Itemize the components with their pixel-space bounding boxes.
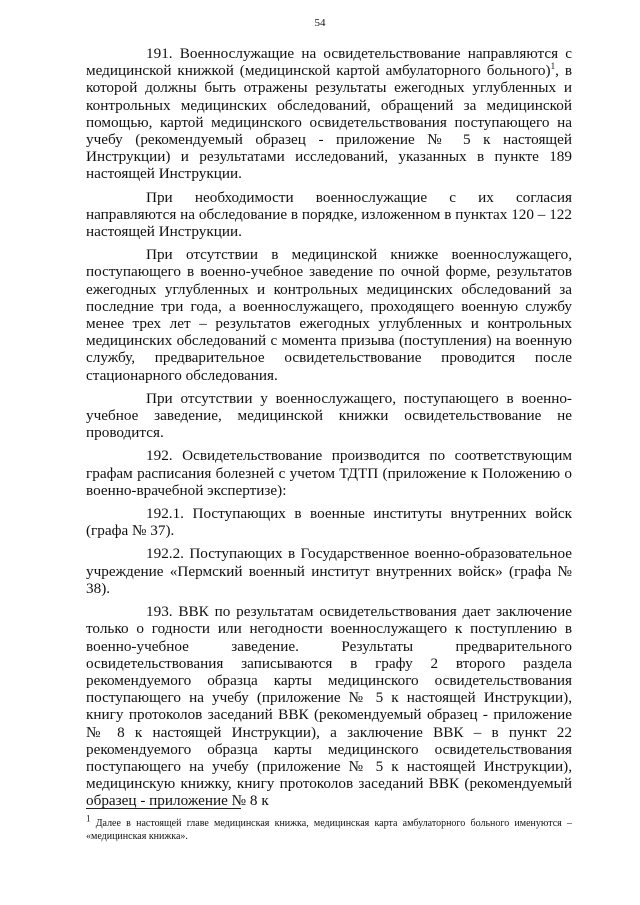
paragraph-examination-referral: При необходимости военнослужащие с их согласия направляются на обследование в порядке, изложенном в пунктах 120 – 122 настоящей Инструкции.	[86, 188, 572, 241]
paragraph-missing-results: При отсутствии в медицинской книжке военнослужащего, поступающего в военно-учебное заведение по очной форме, результатов ежегодных углубленных и контрольных медицинских обследований за последние три года, а военнослужащего, проходящего военную службу менее трех лет – результатов ежегодных углубленных и контрольных медицинских обследований с момента призыва (поступления) на военную службу, предварительное освидетельствование проводится после стационарного обследования.	[86, 246, 572, 384]
paragraph-192-2: 192.2. Поступающих в Государственное военно-образовательное учреждение «Пермский военный институт внутренних войск» (графа № 38).	[86, 545, 572, 597]
paragraph-191-start: 191. Военнослужащие на освидетельствование направляются с медицинской книжкой (медицинской картой амбулаторного больного)	[86, 45, 572, 80]
footnote-text: Далее в настоящей главе медицинская книжка, медицинская карта амбулаторного больного именуются – «медицинская книжка».	[86, 818, 572, 842]
footnote-reference: 1	[550, 61, 556, 72]
footnote-marker: 1	[86, 813, 91, 824]
paragraph-191-end: , в которой должны быть отражены результаты ежегодных углубленных и контрольных медицинских обследований, обращений за медицинской помощью, картой медицинского освидетельствования поступающего на учебу (рекомендуемый образец - приложение № 5 к настоящей Инструкции) и результатами исследований, указанных в пункте 189 настоящей Инструкции.	[86, 62, 572, 183]
page-number: 54	[314, 17, 326, 29]
paragraph-no-medical-book: При отсутствии у военнослужащего, поступающего в военно-учебное заведение, медицинской книжки освидетельствование не проводится.	[86, 389, 572, 442]
body-text	[86, 45, 572, 813]
paragraph-193: 193. ВВК по результатам освидетельствования дает заключение только о годности или негодности военнослужащего к поступлению в военно-учебное заведение. Результаты предварительного освидетельствования записываются в графу 2 второго раздела рекомендуемого образца карты медицинского освидетельствования поступающего на учебу (приложение № 5 к настоящей Инструкции), книгу протоколов заседаний ВВК (рекомендуемый образец - приложение № 8 к настоящей Инструкции), а заключение ВВК – в пункт 22 рекомендуемого образца карты медицинского освидетельствования поступающего на учебу (приложение № 5 к настоящей Инструкции), медицинскую книжку, книгу протоколов заседаний ВВК (рекомендуемый образец - приложение № 8 к	[86, 603, 572, 810]
paragraph-192-1: 192.1. Поступающих в военные институты внутренних войск (графа № 37).	[86, 505, 572, 540]
paragraph-192: 192. Освидетельствование производится по соответствующим графам расписания болезней с учетом ТДТП (приложение к Положению о военно-врачебной экспертизе):	[86, 447, 572, 499]
footnote	[86, 813, 572, 843]
paragraph-191	[86, 45, 572, 183]
footnote-divider	[86, 808, 241, 809]
